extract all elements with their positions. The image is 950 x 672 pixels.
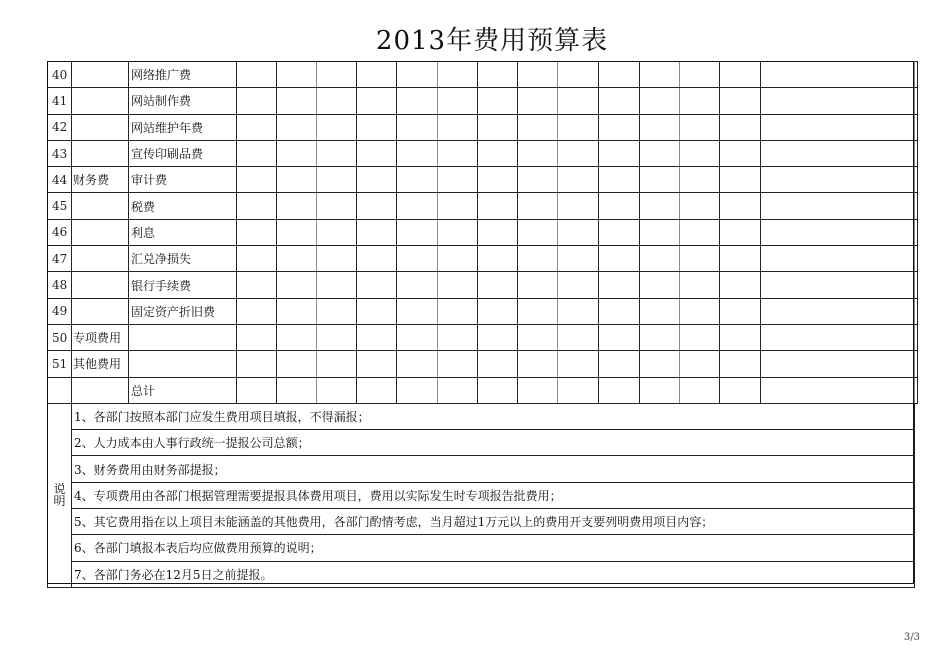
amount-cell[interactable]	[518, 88, 558, 114]
amount-cell[interactable]	[317, 88, 357, 114]
amount-cell[interactable]	[357, 351, 397, 377]
amount-cell[interactable]	[518, 219, 558, 245]
remark-cell[interactable]	[915, 167, 918, 193]
amount-cell[interactable]	[317, 114, 357, 140]
category-cell: 专项费用	[72, 324, 129, 350]
amount-cell[interactable]	[640, 193, 680, 219]
amount-cell[interactable]	[599, 167, 640, 193]
amount-cell[interactable]	[761, 167, 915, 193]
amount-cell[interactable]	[518, 377, 558, 403]
amount-cell[interactable]	[720, 219, 761, 245]
note-item: 7、各部门务必在12月5日之前提报。	[72, 561, 915, 587]
amount-cell[interactable]	[237, 88, 277, 114]
amount-cell[interactable]	[720, 377, 761, 403]
note-item: 1、各部门按照本部门应发生费用项目填报，不得漏报；	[72, 403, 915, 429]
amount-cell[interactable]	[680, 193, 720, 219]
amount-cell[interactable]	[478, 140, 518, 166]
amount-cell[interactable]	[277, 193, 317, 219]
amount-cell[interactable]	[317, 324, 357, 350]
amount-cell[interactable]	[558, 351, 599, 377]
row-number: 50	[48, 324, 72, 350]
remark-cell[interactable]	[915, 377, 918, 403]
amount-cell[interactable]	[640, 140, 680, 166]
item-name-cell: 利息	[129, 219, 237, 245]
amount-cell[interactable]	[237, 298, 277, 324]
row-number: 43	[48, 140, 72, 166]
amount-cell[interactable]	[680, 62, 720, 88]
amount-cell[interactable]	[680, 324, 720, 350]
amount-cell[interactable]	[761, 298, 915, 324]
row-number: 46	[48, 219, 72, 245]
notes-label	[48, 403, 72, 587]
amount-cell[interactable]	[478, 351, 518, 377]
table-row	[48, 62, 918, 88]
amount-cell[interactable]	[237, 140, 277, 166]
category-cell	[72, 377, 129, 403]
amount-cell[interactable]	[438, 246, 478, 272]
amount-cell[interactable]	[357, 219, 397, 245]
amount-cell[interactable]	[357, 167, 397, 193]
category-cell	[72, 246, 129, 272]
item-name-cell	[129, 351, 237, 377]
amount-cell[interactable]	[478, 377, 518, 403]
note-row	[48, 430, 918, 456]
amount-cell[interactable]	[277, 114, 317, 140]
amount-cell[interactable]	[317, 298, 357, 324]
remark-cell[interactable]	[915, 298, 918, 324]
amount-cell[interactable]	[317, 167, 357, 193]
note-row	[48, 456, 918, 482]
amount-cell[interactable]	[599, 272, 640, 298]
amount-cell[interactable]	[558, 114, 599, 140]
item-name-cell: 网站制作费	[129, 88, 237, 114]
row-number: 45	[48, 193, 72, 219]
amount-cell[interactable]	[438, 140, 478, 166]
amount-cell[interactable]	[277, 62, 317, 88]
amount-cell[interactable]	[680, 219, 720, 245]
item-name-cell: 网络推广费	[129, 62, 237, 88]
amount-cell[interactable]	[237, 377, 277, 403]
item-name-cell: 汇兑净损失	[129, 246, 237, 272]
amount-cell[interactable]	[317, 219, 357, 245]
amount-cell[interactable]	[438, 167, 478, 193]
amount-cell[interactable]	[237, 324, 277, 350]
amount-cell[interactable]	[720, 88, 761, 114]
amount-cell[interactable]	[558, 167, 599, 193]
amount-cell[interactable]	[558, 193, 599, 219]
amount-cell[interactable]	[397, 246, 438, 272]
amount-cell[interactable]	[599, 324, 640, 350]
table-row	[48, 140, 918, 166]
amount-cell[interactable]	[761, 351, 915, 377]
category-cell	[72, 88, 129, 114]
amount-cell[interactable]	[438, 351, 478, 377]
amount-cell[interactable]	[720, 246, 761, 272]
amount-cell[interactable]	[357, 193, 397, 219]
amount-cell[interactable]	[558, 140, 599, 166]
amount-cell[interactable]	[558, 62, 599, 88]
amount-cell[interactable]	[761, 246, 915, 272]
table-row	[48, 298, 918, 324]
amount-cell[interactable]	[397, 167, 438, 193]
amount-cell[interactable]	[518, 114, 558, 140]
table-row	[48, 324, 918, 350]
amount-cell[interactable]	[761, 193, 915, 219]
category-cell	[72, 114, 129, 140]
amount-cell[interactable]	[640, 167, 680, 193]
amount-cell[interactable]	[317, 140, 357, 166]
amount-cell[interactable]	[720, 62, 761, 88]
amount-cell[interactable]	[478, 114, 518, 140]
amount-cell[interactable]	[599, 62, 640, 88]
amount-cell[interactable]	[438, 324, 478, 350]
amount-cell[interactable]	[397, 88, 438, 114]
amount-cell[interactable]	[357, 88, 397, 114]
note-row	[48, 509, 918, 535]
amount-cell[interactable]	[640, 377, 680, 403]
table-row	[48, 88, 918, 114]
category-cell	[72, 193, 129, 219]
amount-cell[interactable]	[478, 62, 518, 88]
remark-cell[interactable]	[915, 62, 918, 88]
table-row	[48, 167, 918, 193]
table-row	[48, 114, 918, 140]
category-cell	[72, 219, 129, 245]
amount-cell[interactable]	[761, 324, 915, 350]
item-name-cell: 审计费	[129, 167, 237, 193]
amount-cell[interactable]	[558, 88, 599, 114]
remark-cell[interactable]	[915, 351, 918, 377]
amount-cell[interactable]	[438, 219, 478, 245]
row-number: 49	[48, 298, 72, 324]
amount-cell[interactable]	[599, 140, 640, 166]
amount-cell[interactable]	[761, 219, 915, 245]
amount-cell[interactable]	[518, 167, 558, 193]
amount-cell[interactable]	[237, 272, 277, 298]
amount-cell[interactable]	[720, 351, 761, 377]
amount-cell[interactable]	[357, 298, 397, 324]
amount-cell[interactable]	[357, 62, 397, 88]
amount-cell[interactable]	[680, 246, 720, 272]
amount-cell[interactable]	[397, 377, 438, 403]
amount-cell[interactable]	[599, 88, 640, 114]
amount-cell[interactable]	[317, 272, 357, 298]
table-row	[48, 272, 918, 298]
amount-cell[interactable]	[478, 272, 518, 298]
amount-cell[interactable]	[397, 272, 438, 298]
note-row	[48, 403, 918, 429]
row-number: 47	[48, 246, 72, 272]
amount-cell[interactable]	[640, 114, 680, 140]
amount-cell[interactable]	[720, 167, 761, 193]
amount-cell[interactable]	[720, 140, 761, 166]
amount-cell[interactable]	[397, 324, 438, 350]
remark-cell[interactable]	[915, 114, 918, 140]
amount-cell[interactable]	[680, 140, 720, 166]
amount-cell[interactable]	[680, 167, 720, 193]
note-item: 2、人力成本由人事行政统一提报公司总额；	[72, 430, 915, 456]
amount-cell[interactable]	[720, 114, 761, 140]
amount-cell[interactable]	[438, 298, 478, 324]
amount-cell[interactable]	[277, 351, 317, 377]
amount-cell[interactable]	[761, 114, 915, 140]
remark-cell[interactable]	[915, 324, 918, 350]
amount-cell[interactable]	[720, 324, 761, 350]
amount-cell[interactable]	[761, 88, 915, 114]
item-name-cell	[129, 324, 237, 350]
note-row	[48, 535, 918, 561]
amount-cell[interactable]	[720, 272, 761, 298]
amount-cell[interactable]	[237, 193, 277, 219]
remark-cell[interactable]	[915, 193, 918, 219]
amount-cell[interactable]	[558, 272, 599, 298]
amount-cell[interactable]	[317, 377, 357, 403]
amount-cell[interactable]	[599, 351, 640, 377]
category-cell	[72, 272, 129, 298]
amount-cell[interactable]	[237, 246, 277, 272]
page-number: 3/3	[903, 632, 920, 643]
amount-cell[interactable]	[357, 377, 397, 403]
amount-cell[interactable]	[640, 324, 680, 350]
remark-cell[interactable]	[915, 88, 918, 114]
amount-cell[interactable]	[237, 351, 277, 377]
amount-cell[interactable]	[397, 351, 438, 377]
amount-cell[interactable]	[237, 219, 277, 245]
page-title: 2013年费用预算表	[375, 26, 609, 56]
item-name-cell: 银行手续费	[129, 272, 237, 298]
amount-cell[interactable]	[640, 298, 680, 324]
amount-cell[interactable]	[680, 298, 720, 324]
row-number: 48	[48, 272, 72, 298]
amount-cell[interactable]	[518, 193, 558, 219]
item-name-cell: 网站维护年费	[129, 114, 237, 140]
table-row	[48, 193, 918, 219]
amount-cell[interactable]	[599, 377, 640, 403]
amount-cell[interactable]	[558, 298, 599, 324]
amount-cell[interactable]	[438, 272, 478, 298]
amount-cell[interactable]	[599, 193, 640, 219]
amount-cell[interactable]	[317, 246, 357, 272]
amount-cell[interactable]	[438, 62, 478, 88]
item-name-cell: 税费	[129, 193, 237, 219]
amount-cell[interactable]	[640, 246, 680, 272]
amount-cell[interactable]	[397, 114, 438, 140]
amount-cell[interactable]	[599, 219, 640, 245]
amount-cell[interactable]	[680, 377, 720, 403]
amount-cell[interactable]	[277, 272, 317, 298]
amount-cell[interactable]	[317, 351, 357, 377]
amount-cell[interactable]	[518, 62, 558, 88]
amount-cell[interactable]	[640, 62, 680, 88]
amount-cell[interactable]	[317, 193, 357, 219]
amount-cell[interactable]	[438, 88, 478, 114]
amount-cell[interactable]	[438, 377, 478, 403]
amount-cell[interactable]	[680, 351, 720, 377]
amount-cell[interactable]	[518, 351, 558, 377]
amount-cell[interactable]	[357, 324, 397, 350]
amount-cell[interactable]	[237, 114, 277, 140]
amount-cell[interactable]	[478, 167, 518, 193]
amount-cell[interactable]	[478, 88, 518, 114]
amount-cell[interactable]	[478, 219, 518, 245]
row-number: 42	[48, 114, 72, 140]
amount-cell[interactable]	[599, 298, 640, 324]
amount-cell[interactable]	[478, 193, 518, 219]
note-item: 6、各部门填报本表后均应做费用预算的说明；	[72, 535, 915, 561]
amount-cell[interactable]	[558, 377, 599, 403]
note-item: 3、财务费用由财务部提报；	[72, 456, 915, 482]
category-cell	[72, 62, 129, 88]
item-name-cell: 宣传印刷品费	[129, 140, 237, 166]
note-item: 5、其它费用指在以上项目未能涵盖的其他费用，各部门酌情考虑，当月超过1万元以上的费用开支要列明费用项目内容；	[72, 509, 915, 535]
amount-cell[interactable]	[680, 272, 720, 298]
amount-cell[interactable]	[761, 377, 915, 403]
category-cell	[72, 140, 129, 166]
amount-cell[interactable]	[478, 298, 518, 324]
amount-cell[interactable]	[599, 114, 640, 140]
remark-cell[interactable]	[915, 246, 918, 272]
amount-cell[interactable]	[761, 62, 915, 88]
remark-cell[interactable]	[915, 272, 918, 298]
amount-cell[interactable]	[558, 324, 599, 350]
amount-cell[interactable]	[397, 62, 438, 88]
category-cell: 财务费	[72, 167, 129, 193]
amount-cell[interactable]	[518, 298, 558, 324]
amount-cell[interactable]	[277, 219, 317, 245]
row-number: 44	[48, 167, 72, 193]
amount-cell[interactable]	[277, 88, 317, 114]
amount-cell[interactable]	[277, 324, 317, 350]
amount-cell[interactable]	[277, 167, 317, 193]
amount-cell[interactable]	[357, 140, 397, 166]
remark-cell[interactable]	[915, 140, 918, 166]
amount-cell[interactable]	[277, 298, 317, 324]
amount-cell[interactable]	[357, 272, 397, 298]
item-name-cell: 固定资产折旧费	[129, 298, 237, 324]
amount-cell[interactable]	[518, 246, 558, 272]
amount-cell[interactable]	[357, 114, 397, 140]
amount-cell[interactable]	[720, 298, 761, 324]
table-row	[48, 219, 918, 245]
amount-cell[interactable]	[237, 167, 277, 193]
amount-cell[interactable]	[518, 140, 558, 166]
note-row	[48, 561, 918, 587]
note-item: 4、专项费用由各部门根据管理需要提报具体费用项目，费用以实际发生时专项报告批费用；	[72, 482, 915, 508]
item-name-cell: 总计	[129, 377, 237, 403]
amount-cell[interactable]	[397, 193, 438, 219]
amount-cell[interactable]	[397, 219, 438, 245]
table-row	[48, 377, 918, 403]
row-number	[48, 377, 72, 403]
note-row	[48, 482, 918, 508]
amount-cell[interactable]	[518, 324, 558, 350]
row-number: 41	[48, 88, 72, 114]
amount-cell[interactable]	[277, 246, 317, 272]
amount-cell[interactable]	[277, 377, 317, 403]
category-cell: 其他费用	[72, 351, 129, 377]
amount-cell[interactable]	[720, 193, 761, 219]
amount-cell[interactable]	[599, 246, 640, 272]
row-number: 40	[48, 62, 72, 88]
notes-label-text: 说明	[53, 482, 66, 509]
amount-cell[interactable]	[761, 140, 915, 166]
amount-cell[interactable]	[237, 62, 277, 88]
amount-cell[interactable]	[317, 62, 357, 88]
amount-cell[interactable]	[680, 114, 720, 140]
amount-cell[interactable]	[438, 114, 478, 140]
amount-cell[interactable]	[478, 246, 518, 272]
amount-cell[interactable]	[277, 140, 317, 166]
amount-cell[interactable]	[558, 246, 599, 272]
amount-cell[interactable]	[397, 298, 438, 324]
amount-cell[interactable]	[640, 351, 680, 377]
amount-cell[interactable]	[640, 272, 680, 298]
table-row	[48, 246, 918, 272]
amount-cell[interactable]	[397, 140, 438, 166]
budget-table	[47, 61, 918, 588]
row-number: 51	[48, 351, 72, 377]
amount-cell[interactable]	[640, 88, 680, 114]
amount-cell[interactable]	[680, 88, 720, 114]
amount-cell[interactable]	[640, 219, 680, 245]
category-cell	[72, 298, 129, 324]
remark-cell[interactable]	[915, 219, 918, 245]
amount-cell[interactable]	[357, 246, 397, 272]
amount-cell[interactable]	[478, 324, 518, 350]
table-row	[48, 351, 918, 377]
amount-cell[interactable]	[558, 219, 599, 245]
amount-cell[interactable]	[518, 272, 558, 298]
amount-cell[interactable]	[438, 193, 478, 219]
amount-cell[interactable]	[761, 272, 915, 298]
